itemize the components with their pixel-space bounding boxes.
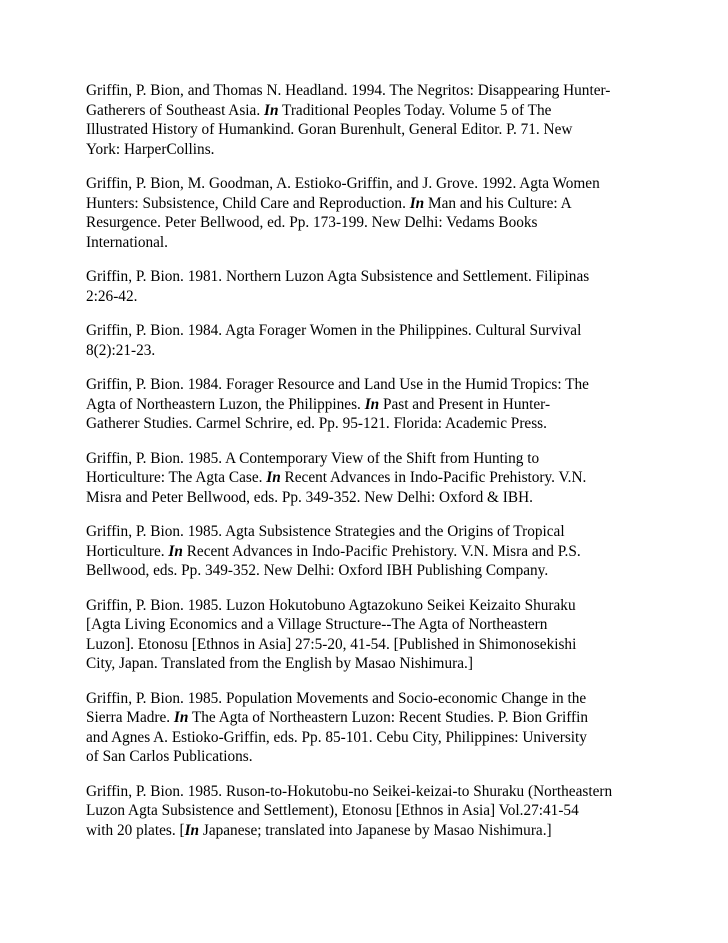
reference-text: The Agta of Northeastern Luzon: Recent Studies. P. Bion Griffin [188, 709, 589, 726]
reference-text: Bellwood, eds. Pp. 349-352. New Delhi: Oxford IBH Publishing Company. [86, 562, 549, 579]
reference-entry [86, 596, 660, 674]
reference-text: Griffin, P. Bion. 1985. Population Movements and Socio-economic Change in the [86, 689, 587, 707]
reference-in-marker: In [168, 542, 183, 560]
reference-text: Misra and Peter Bellwood, eds. Pp. 349-352. New Delhi: Oxford & IBH. [86, 488, 533, 506]
reference-in-marker: In [184, 821, 200, 839]
reference-in-marker: In [409, 194, 425, 212]
reference-line [86, 375, 660, 395]
reference-line [86, 615, 660, 635]
reference-line [86, 728, 660, 748]
reference-text: with 20 plates. [ [86, 821, 185, 839]
reference-line [86, 321, 660, 341]
reference-line [86, 488, 660, 508]
reference-text: Recent Advances in Indo-Pacific Prehistory. V.N. Misra and P.S. [182, 542, 581, 560]
reference-line [86, 120, 660, 140]
reference-text: Illustrated History of Humankind. Goran Burenhult, General Editor. P. 71. New [86, 121, 573, 138]
reference-text: Hunters: Subsistence, Child Care and Reproduction. [86, 194, 410, 212]
reference-text: Gatherers of Southeast Asia. [86, 101, 264, 119]
reference-text: International. [86, 233, 168, 251]
reference-entry [86, 321, 660, 360]
reference-entry [86, 522, 660, 581]
reference-line [86, 233, 660, 253]
reference-text: Japanese; translated into Japanese by Masao Nishimura.] [199, 821, 552, 839]
reference-line [86, 596, 660, 616]
reference-text: 2:26-42. [86, 287, 138, 305]
reference-line [86, 267, 660, 287]
reference-line [86, 801, 660, 821]
reference-in-marker: In [264, 101, 279, 119]
reference-text: Gatherer Studies. Carmel Schrire, ed. Pp. 95-121. Florida: Academic Press. [86, 415, 547, 432]
reference-text: Luzon]. Etonosu [Ethnos in Asia] 27:5-20, 41-54. [Published in Shimonosekishi [86, 635, 577, 653]
reference-text: Past and Present in Hunter- [379, 395, 551, 413]
reference-line [86, 654, 660, 674]
reference-line [86, 213, 660, 233]
reference-entry [86, 689, 660, 767]
reference-line [86, 101, 660, 121]
reference-text: Luzon Agta Subsistence and Settlement), Etonosu [Ethnos in Asia] Vol.27:41-54 [86, 802, 579, 819]
reference-in-marker: In [173, 709, 189, 726]
reference-text: Griffin, P. Bion, and Thomas N. Headland. 1994. The Negritos: Disappearing Hunter- [86, 82, 611, 99]
reference-line [86, 414, 660, 434]
reference-line [86, 522, 660, 542]
reference-entry [86, 81, 660, 159]
reference-in-marker: In [364, 395, 380, 413]
reference-text: Agta of Northeastern Luzon, the Philippines. [86, 395, 365, 413]
reference-text: Griffin, P. Bion, M. Goodman, A. Estioko-Griffin, and J. Grove. 1992. Agta Women [86, 175, 600, 192]
reference-text: Griffin, P. Bion. 1984. Agta Forager Women in the Philippines. Cultural Survival [86, 322, 582, 339]
reference-text: Horticulture. [86, 542, 169, 560]
reference-line [86, 287, 660, 307]
reference-text: and Agnes A. Estioko-Griffin, eds. Pp. 85-101. Cebu City, Philippines: University [86, 728, 587, 746]
reference-in-marker: In [266, 469, 281, 486]
reference-text: Sierra Madre. [86, 709, 174, 726]
reference-text: [Agta Living Economics and a Village Structure--The Agta of Northeastern [86, 616, 548, 633]
reference-line [86, 341, 660, 361]
reference-text: Griffin, P. Bion. 1985. Ruson-to-Hokutobu-no Seikei-keizai-to Shuraku (Northeastern [86, 782, 613, 800]
reference-line [86, 782, 660, 802]
reference-text: Griffin, P. Bion. 1985. A Contemporary View of the Shift from Hunting to [86, 449, 540, 467]
reference-entry [86, 782, 660, 841]
reference-text: Traditional Peoples Today. Volume 5 of The [278, 101, 552, 119]
reference-text: City, Japan. Translated from the English by Masao Nishimura.] [86, 655, 473, 672]
reference-text: York: HarperCollins. [86, 140, 215, 158]
reference-text: 8(2):21-23. [86, 341, 156, 359]
reference-line [86, 689, 660, 709]
reference-line [86, 708, 660, 728]
reference-text: Resurgence. Peter Bellwood, ed. Pp. 173-199. New Delhi: Vedams Books [86, 214, 538, 231]
reference-line [86, 449, 660, 469]
reference-text: Horticulture: The Agta Case. [86, 469, 267, 486]
reference-line [86, 395, 660, 415]
reference-line [86, 174, 660, 194]
bibliography-list [86, 81, 660, 855]
reference-text: Recent Advances in Indo-Pacific Prehistory. V.N. [280, 469, 587, 486]
reference-text: Griffin, P. Bion. 1984. Forager Resource and Land Use in the Humid Tropics: The [86, 376, 589, 393]
reference-line [86, 542, 660, 562]
reference-text: of San Carlos Publications. [86, 748, 253, 765]
reference-line [86, 561, 660, 581]
reference-entry [86, 267, 660, 306]
reference-text: Griffin, P. Bion. 1985. Luzon Hokutobuno Agtazokuno Seikei Keizaito Shuraku [86, 596, 576, 614]
reference-line [86, 140, 660, 160]
reference-text: Griffin, P. Bion. 1981. Northern Luzon Agta Subsistence and Settlement. Filipinas [86, 268, 590, 285]
reference-entry [86, 174, 660, 252]
reference-entry [86, 375, 660, 434]
reference-text: Man and his Culture: A [424, 194, 572, 212]
reference-line [86, 635, 660, 655]
reference-line [86, 194, 660, 214]
reference-text: Griffin, P. Bion. 1985. Agta Subsistence Strategies and the Origins of Tropical [86, 523, 565, 540]
reference-line [86, 81, 660, 101]
reference-line [86, 468, 660, 488]
reference-line [86, 747, 660, 767]
reference-entry [86, 449, 660, 508]
reference-line [86, 821, 660, 841]
